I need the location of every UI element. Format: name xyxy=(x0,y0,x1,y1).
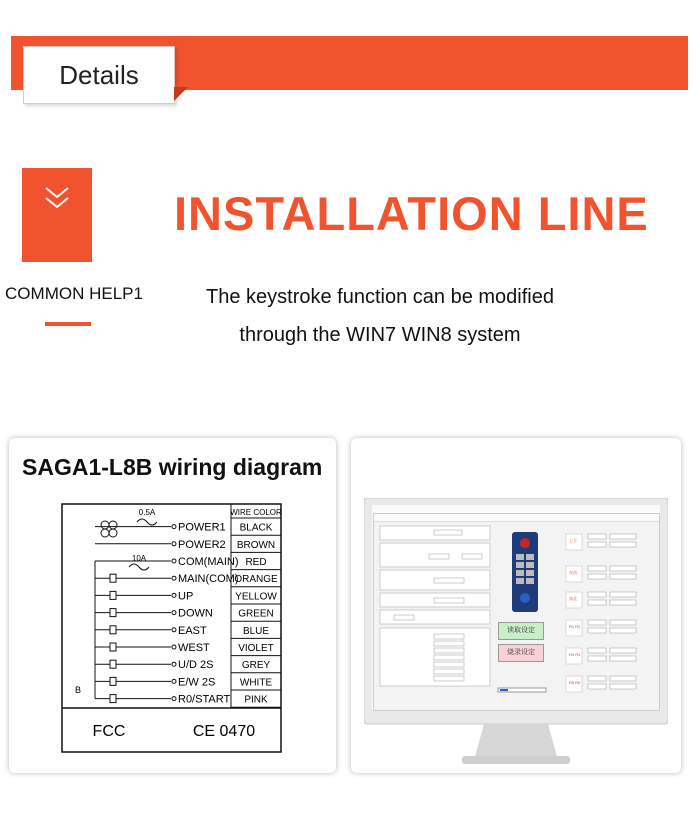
fuse-2-label: 10A xyxy=(131,554,147,563)
side-label-5: R3 R4 xyxy=(569,652,581,657)
wire-function-label: WEST xyxy=(178,642,210,654)
terminal-dot xyxy=(172,576,176,580)
relay-contact-symbol xyxy=(110,643,116,651)
wire-color-label: WHITE xyxy=(239,677,273,689)
terminal-dot xyxy=(172,525,176,529)
terminal-dot xyxy=(172,542,176,546)
help-underline xyxy=(45,322,91,326)
wire-color-label: ORANGE xyxy=(234,574,278,586)
wire-color-header: WIRE COLOR xyxy=(230,508,282,517)
wire-function-label: DOWN xyxy=(178,607,213,620)
terminal-dot xyxy=(172,628,176,632)
subtitle-line-1: The keystroke function can be modified xyxy=(206,286,554,308)
wire-function-label: R0/START xyxy=(178,693,231,706)
relay-b-label: B xyxy=(75,685,82,695)
read-settings-button[interactable]: 读取设定 xyxy=(498,622,544,640)
relay-contact-symbol xyxy=(110,591,116,599)
terminal-dot xyxy=(172,611,176,615)
wire-function-label: MAIN(COM) xyxy=(178,573,239,586)
wire-function-label: UP xyxy=(178,590,194,603)
relay-contact-symbol xyxy=(110,609,116,617)
help-badge xyxy=(22,168,92,262)
relay-contact-symbol xyxy=(110,677,116,685)
wire-color-label: YELLOW xyxy=(235,591,277,603)
details-tab-fold xyxy=(174,87,188,101)
installation-title: INSTALLATION LINE xyxy=(174,187,649,240)
wiring-diagram-title: SAGA1-L8B wiring diagram xyxy=(22,454,323,480)
wire-function-label: U/D 2S xyxy=(178,659,214,672)
wire-color-label: GREY xyxy=(241,660,271,672)
relay-contact-symbol xyxy=(110,574,116,582)
relay-contact-symbol xyxy=(110,660,116,668)
terminal-dot xyxy=(172,679,176,683)
wire-color-label: GREEN xyxy=(238,608,274,620)
wire-function-label: EAST xyxy=(178,624,207,637)
write-settings-button[interactable]: 烧录设定 xyxy=(498,644,544,662)
fcc-label: FCC xyxy=(92,723,126,740)
terminal-dot xyxy=(172,559,176,563)
wire-color-label: BLUE xyxy=(242,625,270,637)
software-titlebar xyxy=(374,514,659,522)
subtitle-line-2: through the WIN7 WIN8 system xyxy=(239,324,521,346)
fuse-1-label: 0.5A xyxy=(138,508,156,517)
wire-function-label: POWER2 xyxy=(178,538,226,551)
terminal-dot xyxy=(172,697,176,701)
wire-color-label: BLACK xyxy=(239,522,273,534)
details-label: Details xyxy=(59,59,139,90)
double-chevron-down-icon xyxy=(42,184,72,214)
wiring-diagram-card xyxy=(9,438,336,773)
side-label-4: R1 R2 xyxy=(569,624,581,629)
ce-label: CE 0470 xyxy=(192,723,256,740)
wire-color-label: BROWN xyxy=(236,539,276,551)
common-help-label: COMMON HELP1 xyxy=(5,284,143,303)
fuse-1-symbol xyxy=(137,519,157,525)
terminal-dot xyxy=(172,662,176,666)
terminal-dot xyxy=(172,593,176,597)
side-label-2: 东西 xyxy=(569,570,577,575)
wire-color-label: VIOLET xyxy=(238,643,274,654)
wire-function-label: COM(MAIN) xyxy=(178,556,239,568)
side-label-6: R5 R6 xyxy=(569,680,581,685)
wiring-diagram xyxy=(9,438,336,773)
relay-contact-symbol xyxy=(110,695,116,703)
details-tab xyxy=(23,46,175,104)
side-label-3: 南北 xyxy=(569,596,577,601)
config-software-window xyxy=(373,513,660,711)
relay-contact-symbol xyxy=(110,626,116,634)
wire-function-label: E/W 2S xyxy=(178,676,216,689)
wire-function-label: POWER1 xyxy=(178,521,226,534)
wire-color-label: PINK xyxy=(244,694,268,706)
wire-color-label: RED xyxy=(245,557,267,568)
side-label-1: 上下 xyxy=(569,538,577,543)
terminal-dot xyxy=(172,645,176,649)
software-screenshot-card xyxy=(351,438,681,773)
fuse-2-symbol xyxy=(129,564,149,570)
software-panels xyxy=(374,522,659,710)
transformer-symbol xyxy=(101,521,117,537)
